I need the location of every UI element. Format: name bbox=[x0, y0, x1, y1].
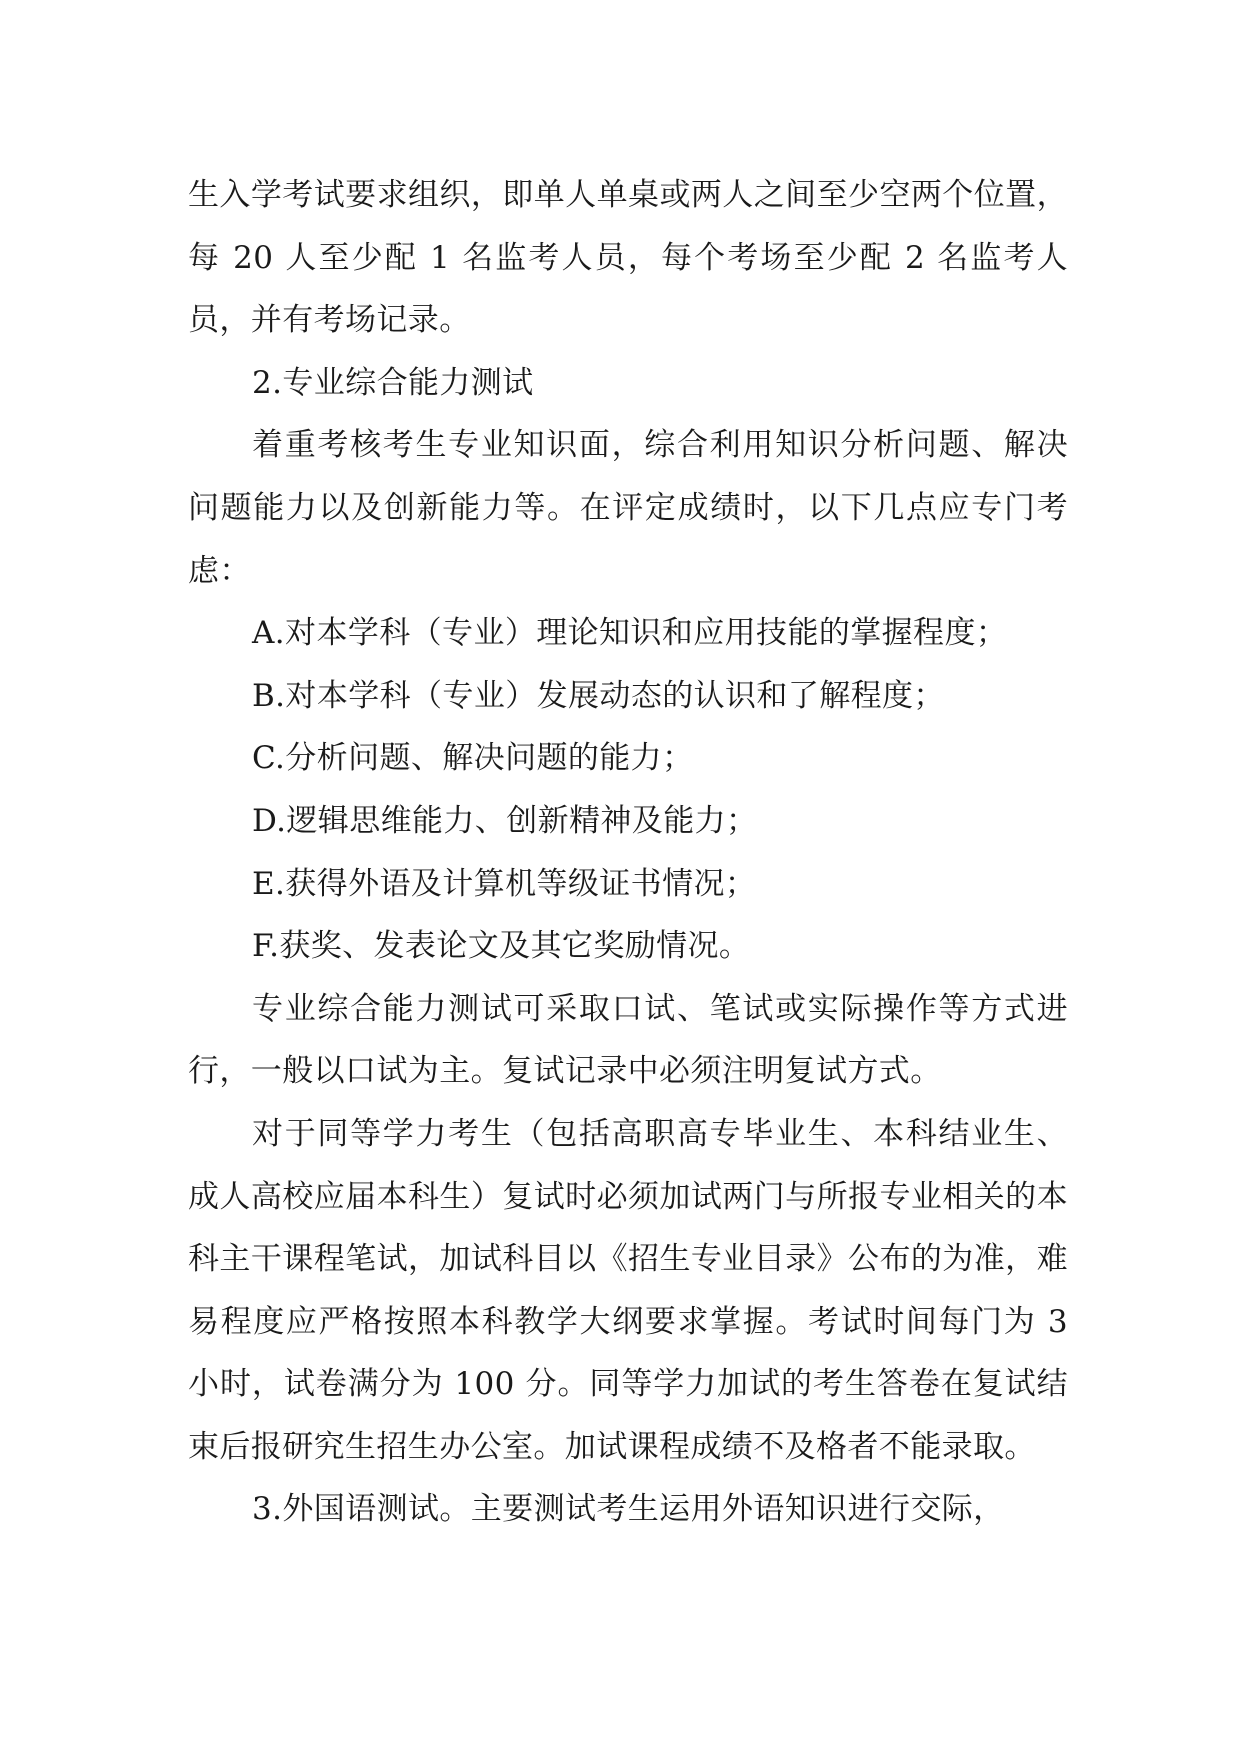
paragraph-equivalent-candidates: 对于同等学力考生（包括高职高专毕业生、本科结业生、成人高校应届本科生）复试时必须加试两门与所报专业相关的本科主干课程笔试，加试科目以《招生专业目录》公布的为准，难易程度应严格按照本科教学大纲要求掌握。考试时间每门为 3 小时，试卷满分为 100 分。同等学力加试的考生答卷在复试结束后报研究生招生办公室。加试课程成绩不及格者不能录取。 bbox=[188, 1115, 1068, 1465]
paragraph-assessment-focus: 着重考核考生专业知识面，综合利用知识分析问题、解决问题能力以及创新能力等。在评定成绩时，以下几点应专门考虑： bbox=[188, 427, 1068, 589]
list-item-e: E.获得外语及计算机等级证书情况； bbox=[252, 865, 757, 902]
heading-foreign-language-test: 3.外国语测试。主要测试考生运用外语知识进行交际， bbox=[252, 1491, 1005, 1528]
list-item-c: C.分析问题、解决问题的能力； bbox=[252, 740, 694, 777]
heading-professional-ability-test: 2.专业综合能力测试 bbox=[252, 364, 534, 401]
list-item-d: D.逻辑思维能力、创新精神及能力； bbox=[252, 802, 758, 839]
list-item-b: B.对本学科（专业）发展动态的认识和了解程度； bbox=[252, 677, 945, 714]
paragraph-exam-organization: 生入学考试要求组织，即单人单桌或两人之间至少空两个位置，每 20 人至少配 1 名监考人员，每个考场至少配 2 名监考人员，并有考场记录。 bbox=[188, 177, 1068, 339]
paragraph-test-methods: 专业综合能力测试可采取口试、笔试或实际操作等方式进行，一般以口试为主。复试记录中必须注明复试方式。 bbox=[188, 990, 1068, 1090]
body-text bbox=[188, 164, 1068, 1541]
list-item-a: A.对本学科（专业）理论知识和应用技能的掌握程度； bbox=[252, 615, 1008, 652]
list-item-f: F.获奖、发表论文及其它奖励情况。 bbox=[252, 928, 751, 965]
